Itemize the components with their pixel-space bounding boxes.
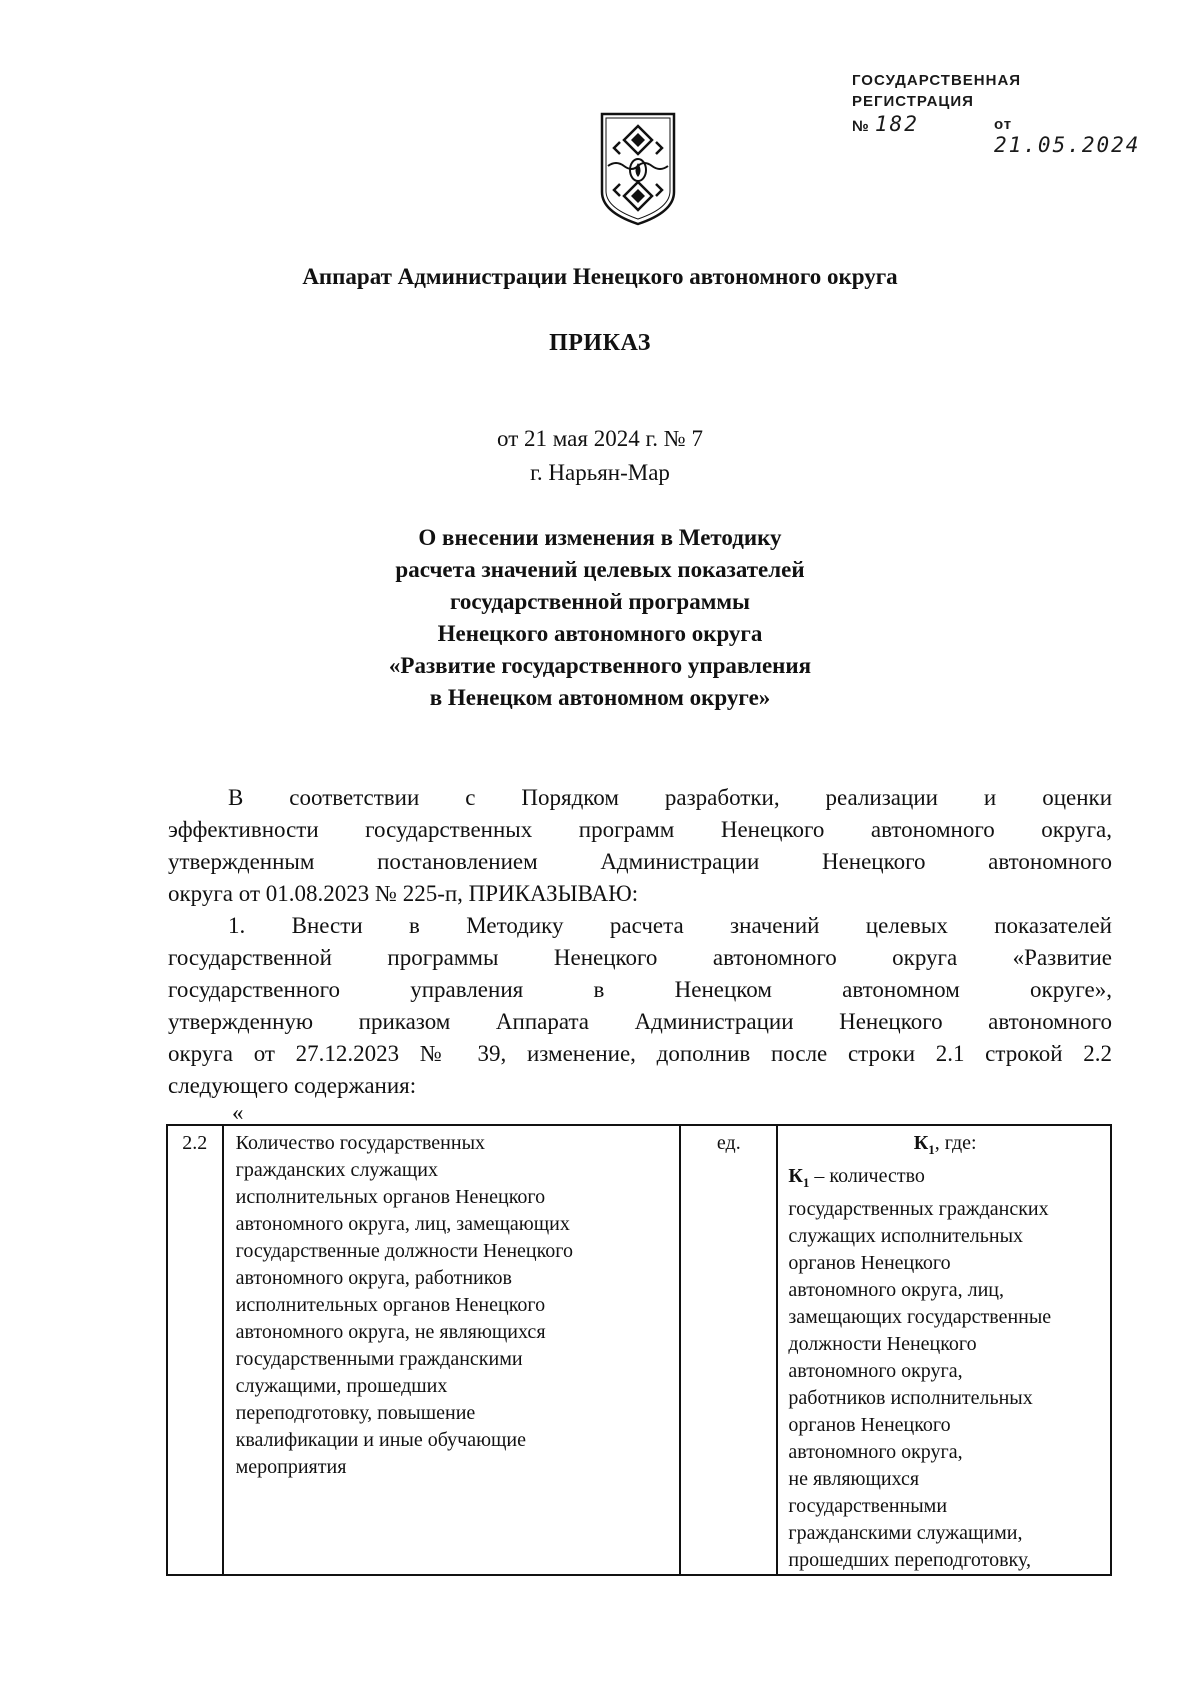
cell-line: переподготовку, повышение (235, 1402, 476, 1424)
city: г. Нарьян-Мар (530, 460, 670, 485)
formula-symbol: $К_1$ (913, 1132, 935, 1157)
cell-line: автономного округа, лиц, замещающих (235, 1213, 570, 1235)
order-date-number: от 21 мая 2024 г. № 7 (497, 426, 703, 451)
title-line: Ненецкого автономного округа (437, 621, 763, 646)
organization-name: Аппарат Администрации Ненецкого автономного округа (302, 264, 898, 289)
stamp-line-1: ГОСУДАРСТВЕННАЯ (852, 72, 1022, 89)
cell-line: автономного округа, не являющихся (235, 1321, 546, 1343)
unit-cell: ед. (680, 1125, 777, 1575)
title-line: в Ненецком автономном округе» (429, 685, 771, 710)
cell-line: исполнительных органов Ненецкого (235, 1186, 546, 1208)
clause-1-paragraph (168, 910, 1112, 1102)
cell-line: государственными гражданскими (235, 1348, 523, 1370)
opening-quote: « (232, 1100, 244, 1125)
cell-line: гражданских служащих (235, 1159, 438, 1181)
cell-line: автономного округа, лиц, (788, 1279, 1004, 1301)
formula-header (788, 1130, 1102, 1163)
document-title (0, 522, 1200, 714)
paragraph-line: округа от 27.12.2023 № 39, изменение, дополнив после строки 2.1 строкой 2.2 (168, 1041, 1112, 1066)
paragraph-line: следующего содержания: (168, 1073, 417, 1098)
stamp-number-label: № (852, 118, 870, 135)
coat-of-arms-emblem (598, 110, 678, 228)
indicator-table (166, 1124, 1112, 1576)
definition-symbol: $К_1$ (788, 1165, 810, 1190)
cell-line: замещающих государственные (788, 1306, 1052, 1328)
cell-line: Количество государственных (235, 1132, 486, 1154)
row-number-cell: 2.2 (167, 1125, 223, 1575)
cell-line: квалификации и иные обучающие (235, 1429, 526, 1451)
cell-line: работников исполнительных (788, 1387, 1033, 1409)
title-line: О внесении изменения в Методику (418, 525, 782, 550)
cell-line: прошедших переподготовку, (788, 1549, 1031, 1571)
cell-line: государственными (788, 1495, 948, 1517)
cell-line: автономного округа, (788, 1360, 963, 1382)
formula-where: , где: (934, 1132, 977, 1154)
title-line: «Развитие государственного управления (388, 653, 812, 678)
paragraph-line: утвержденную приказом Аппарата Администрации Ненецкого автономного (168, 1009, 1112, 1034)
preamble-paragraph (168, 782, 1112, 910)
paragraph-line: государственной программы Ненецкого автономного округа «Развитие (168, 945, 1112, 970)
cell-line: гражданскими служащими, (788, 1522, 1023, 1544)
document-type: ПРИКАЗ (549, 330, 651, 356)
paragraph-line: государственного управления в Ненецком автономном округе», (168, 977, 1112, 1002)
paragraph-line: 1. Внести в Методику расчета значений целевых показателей (228, 913, 1112, 938)
cell-line: исполнительных органов Ненецкого (235, 1294, 546, 1316)
cell-line: $К_1$ – количество (788, 1165, 925, 1190)
cell-line: государственных гражданских (788, 1198, 1049, 1220)
stamp-line-2: РЕГИСТРАЦИЯ (852, 93, 974, 110)
cell-line: служащих исполнительных (788, 1225, 1024, 1247)
registration-stamp (852, 70, 1141, 157)
cell-line: государственные должности Ненецкого (235, 1240, 574, 1262)
stamp-date-label: от (994, 116, 1013, 133)
cell-line: не являющихся (788, 1468, 920, 1490)
cell-line: служащими, прошедших (235, 1375, 448, 1397)
cell-line: органов Ненецкого (788, 1414, 951, 1436)
formula-cell (777, 1125, 1111, 1575)
title-line: расчета значений целевых показателей (395, 557, 805, 582)
indicator-name-cell (223, 1125, 681, 1575)
cell-line: органов Ненецкого (788, 1252, 951, 1274)
paragraph-line: округа от 01.08.2023 № 225-п, ПРИКАЗЫВАЮ: (168, 881, 639, 906)
paragraph-line: эффективности государственных программ Ненецкого автономного округа, (168, 817, 1112, 842)
cell-line: мероприятия (235, 1456, 347, 1478)
cell-line: автономного округа, (788, 1441, 963, 1463)
cell-line: должности Ненецкого (788, 1333, 977, 1355)
table-row (167, 1125, 1111, 1575)
cell-line: автономного округа, работников (235, 1267, 512, 1289)
stamp-number-value: 182 (874, 112, 919, 136)
paragraph-line: утвержденным постановлением Администрации Ненецкого автономного (168, 849, 1112, 874)
title-line: государственной программы (450, 589, 750, 614)
stamp-date-value: 21.05.2024 (994, 133, 1141, 157)
paragraph-line: В соответствии с Порядком разработки, реализации и оценки (228, 785, 1112, 810)
